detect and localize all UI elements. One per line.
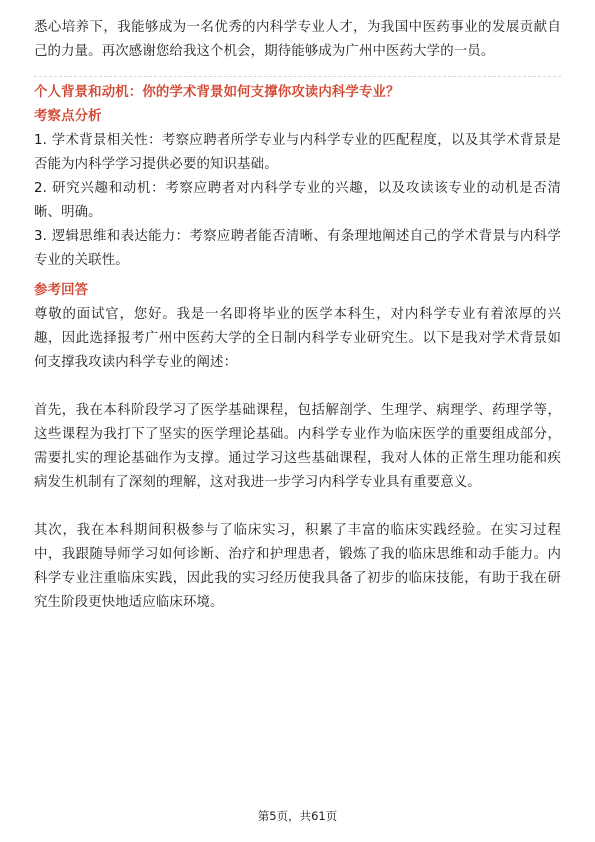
- answer-paragraph: 首先，我在本科阶段学习了医学基础课程，包括解剖学、生理学、病理学、药理学等，这些课程为我打下了坚实的医学理论基础。内科学专业作为临床医学的重要组成部分，需要扎实的理论基础作为支撑。通过学习这些基础课程，我对人体的正常生理功能和疾病发生机制有了深刻的理解，这对我进一步学习内科学专业具有重要意义。: [34, 403, 561, 490]
- answer-paragraph: 其次，我在本科期间积极参与了临床实习，积累了丰富的临床实践经验。在实习过程中，我跟随导师学习如何诊断、治疗和护理患者，锻炼了我的临床思维和动手能力。内科学专业注重临床实践，因此我的实习经历使我具备了初步的临床技能，有助于我在研究生阶段更快地适应临床环境。: [34, 523, 561, 610]
- section-divider: [34, 76, 561, 77]
- analysis-point: 1. 学术背景相关性：考察应聘者所学专业与内科学专业的匹配程度，以及其学术背景是否能为内科学学习提供必要的知识基础。: [34, 133, 561, 172]
- spacer: [34, 375, 561, 399]
- analysis-heading: 考察点分析: [34, 109, 102, 124]
- analysis-point: 2. 研究兴趣和动机：考察应聘者对内科学专业的兴趣，以及攻读该专业的动机是否清晰、明确。: [34, 181, 561, 220]
- intro-paragraph: 悉心培养下，我能够成为一名优秀的内科学专业人才，为我国中医药事业的发展贡献自己的力量。再次感谢您给我这个机会，期待能够成为广州中医药大学的一员。: [34, 20, 561, 59]
- answer-heading: 参考回答: [34, 283, 89, 298]
- answer-paragraph: 尊敬的面试官，您好。我是一名即将毕业的医学本科生，对内科学专业有着浓厚的兴趣，因此选择报考广州中医药大学的全日制内科学专业研究生。以下是我对学术背景如何支撑我攻读内科学专业的阐述：: [34, 307, 561, 370]
- analysis-point: 3. 逻辑思维和表达能力：考察应聘者能否清晰、有条理地阐述自己的学术背景与内科学专业的关联性。: [34, 229, 561, 268]
- page-number: 第5页，共61页: [257, 809, 338, 823]
- spacer: [34, 495, 561, 519]
- page-content: [34, 16, 561, 615]
- question-title: 个人背景和动机：你的学术背景如何支撑你攻读内科学专业？: [34, 85, 400, 100]
